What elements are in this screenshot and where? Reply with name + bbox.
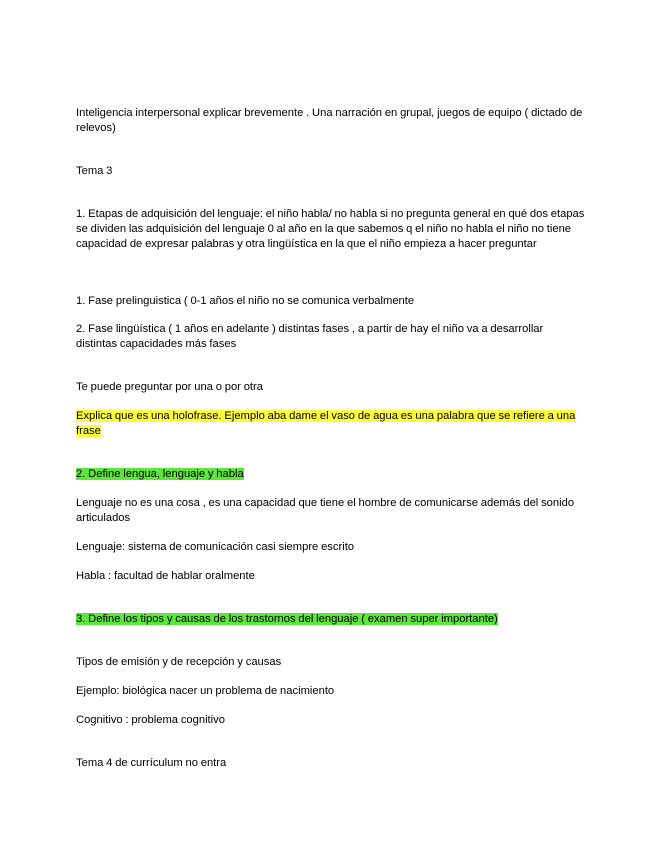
paragraph-text: Inteligencia interpersonal explicar brevemente . Una narración en grupal, juegos de equipo ( dictado de relevos)	[76, 107, 583, 134]
paragraph-text: Lenguaje no es una cosa , es una capacidad que tiene el hombre de comunicarse además del sonido articulados	[76, 497, 575, 524]
paragraph-holofrase-highlighted	[76, 409, 586, 439]
paragraph-fase-linguistica	[76, 322, 586, 352]
paragraph-text: Tipos de emisión y de recepción y causas	[76, 656, 282, 668]
paragraph-tema-4	[76, 756, 586, 771]
heading-tema-3	[76, 164, 586, 179]
paragraph-text: 1. Fase prelinguistica ( 0-1 años el niño no se comunica verbalmente	[76, 295, 415, 307]
paragraph-text: 1. Etapas de adquisición del lenguaje: el niño habla/ no habla si no pregunta general en qué dos etapas se dividen las adquisición del lenguaje 0 al año en la que sabemos q el niño no habla el niño no tiene capacidad de expresar palabras y otra lingüística en la que el niño empieza a hacer preguntar	[76, 208, 585, 250]
paragraph-tipos-emision	[76, 655, 586, 670]
paragraph-text: Tema 4 de currículum no entra	[76, 757, 227, 769]
paragraph-text: Lenguaje: sistema de comunicación casi siempre escrito	[76, 541, 355, 553]
heading-define-lengua-highlighted	[76, 467, 586, 482]
paragraph-text: Ejemplo: biológica nacer un problema de nacimiento	[76, 685, 335, 697]
paragraph-text: Cognitivo : problema cognitivo	[76, 714, 225, 726]
paragraph-text: Habla : facultad de hablar oralmente	[76, 570, 255, 582]
paragraph-lenguaje-sistema	[76, 540, 586, 555]
paragraph-text: Tema 3	[76, 165, 113, 177]
paragraph-inteligencia-interpersonal	[76, 106, 586, 136]
paragraph-lenguaje-capacidad	[76, 496, 586, 526]
paragraph-cognitivo	[76, 713, 586, 728]
heading-trastornos-highlighted	[76, 612, 586, 627]
paragraph-fase-prelinguistica	[76, 294, 586, 309]
paragraph-habla	[76, 569, 586, 584]
highlighted-text-yellow: Explica que es una holofrase. Ejemplo aba dame el vaso de agua es una palabra que se refiere a una frase	[76, 410, 576, 437]
paragraph-te-puede-preguntar	[76, 380, 586, 395]
paragraph-text: 2. Fase lingüística ( 1 años en adelante ) distintas fases , a partir de hay el niño va a desarrollar distintas capacidades más fases	[76, 323, 544, 350]
highlighted-text-green: 2. Define lengua, lenguaje y habla	[76, 468, 244, 480]
highlighted-text-green: 3. Define los tipos y causas de los trastornos del lenguaje ( examen super importante)	[76, 613, 498, 625]
paragraph-etapas-adquisicion	[76, 207, 586, 252]
paragraph-ejemplo-biologica	[76, 684, 586, 699]
paragraph-text: Te puede preguntar por una o por otra	[76, 381, 263, 393]
